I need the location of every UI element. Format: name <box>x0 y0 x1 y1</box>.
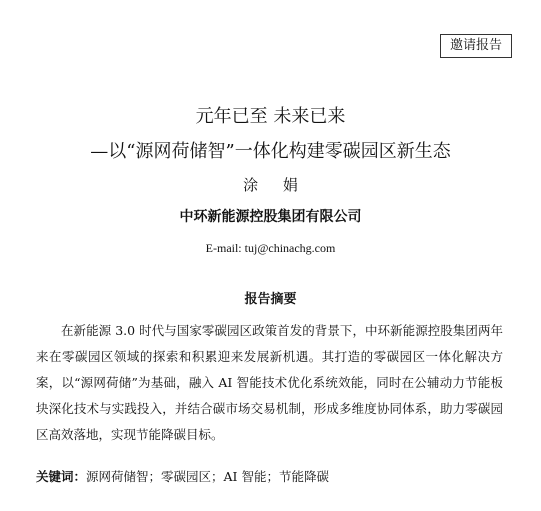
keywords-text: 源网荷储智；零碳园区；AI 智能；节能降碳 <box>86 469 329 484</box>
abstract-heading: 报告摘要 <box>244 292 297 307</box>
abstract-body: 在新能源 3.0 时代与国家零碳园区政策首发的背景下，中环新能源控股集团两年来在零碳园区领域的探索和积累迎来发展新机遇。其打造的零碳园区一体化解决方案，以“源网荷储”为基础，融入 AI 智能技术优化系统效能，同时在公辅动力节能板块深化技术与实践投入，并结合碳市场交易机制，形成多维度协同体系，助力零碳园区高效落地，实现节能降碳目标。 <box>36 323 503 442</box>
keywords-label: 关键词： <box>36 469 87 484</box>
author-name: 涂 娟 <box>243 176 308 194</box>
author-email: E-mail: tuj@chinachg.com <box>205 241 336 255</box>
paper-title-line1: 元年已至 未来已来 <box>195 106 346 127</box>
author-affiliation: 中环新能源控股集团有限公司 <box>179 209 362 225</box>
report-type-badge: 邀请报告 <box>440 34 512 58</box>
paper-title-line2: —以“源网荷储智”一体化构建零碳园区新生态 <box>90 141 451 162</box>
keywords-line <box>36 468 329 486</box>
